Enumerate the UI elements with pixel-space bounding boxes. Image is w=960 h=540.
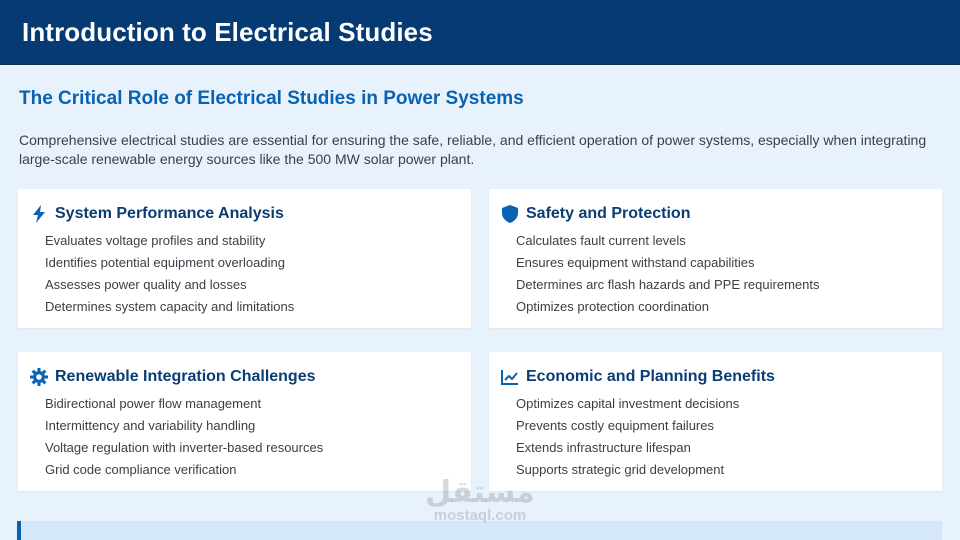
list-item: Prevents costly equipment failures	[516, 418, 714, 433]
card-title: Economic and Planning Benefits	[526, 368, 775, 385]
list-item: Intermittency and variability handling	[45, 418, 256, 433]
card-item-list	[45, 230, 294, 318]
card-item-list	[45, 393, 323, 481]
list-item: Extends infrastructure lifespan	[516, 440, 691, 455]
list-item: Assesses power quality and losses	[45, 277, 247, 292]
section-subtitle: The Critical Role of Electrical Studies in Power Systems	[19, 88, 524, 109]
list-item: Optimizes capital investment decisions	[516, 396, 740, 411]
list-item: Voltage regulation with inverter-based resources	[45, 440, 324, 455]
card-title: Safety and Protection	[526, 205, 691, 222]
card-item-list	[516, 230, 819, 318]
card-economic-planning	[489, 352, 942, 491]
list-item: Optimizes protection coordination	[516, 299, 709, 314]
list-item: Grid code compliance verification	[45, 462, 237, 477]
line-chart-icon	[501, 368, 519, 386]
shield-icon	[501, 205, 519, 223]
watermark-logo	[420, 475, 540, 528]
list-item: Calculates fault current levels	[516, 233, 686, 248]
page-title: Introduction to Electrical Studies	[22, 17, 433, 47]
card-title: Renewable Integration Challenges	[55, 368, 316, 385]
card-title: System Performance Analysis	[55, 205, 284, 222]
list-item: Bidirectional power flow management	[45, 396, 262, 411]
list-item: Determines system capacity and limitations	[45, 299, 295, 314]
intro-paragraph: Comprehensive electrical studies are essential for ensuring the safe, reliable, and efficient operation of power systems, especially when integrating large-scale renewable energy sources like the 500 MW solar power plant.	[19, 132, 927, 167]
list-item: Identifies potential equipment overloading	[45, 255, 285, 270]
gear-icon	[30, 368, 48, 386]
list-item: Supports strategic grid development	[516, 462, 725, 477]
watermark-latin: mostaql.com	[433, 507, 527, 524]
card-safety-protection	[489, 189, 942, 328]
card-item-list	[516, 393, 739, 481]
header-bar	[0, 0, 960, 65]
list-item: Evaluates voltage profiles and stability	[45, 233, 266, 248]
list-item: Determines arc flash hazards and PPE requirements	[516, 277, 820, 292]
lightning-icon	[30, 205, 48, 223]
watermark-arabic: مستقل	[425, 475, 535, 510]
list-item: Ensures equipment withstand capabilities	[516, 255, 755, 270]
card-system-performance	[18, 189, 471, 328]
card-renewable-integration	[18, 352, 471, 491]
